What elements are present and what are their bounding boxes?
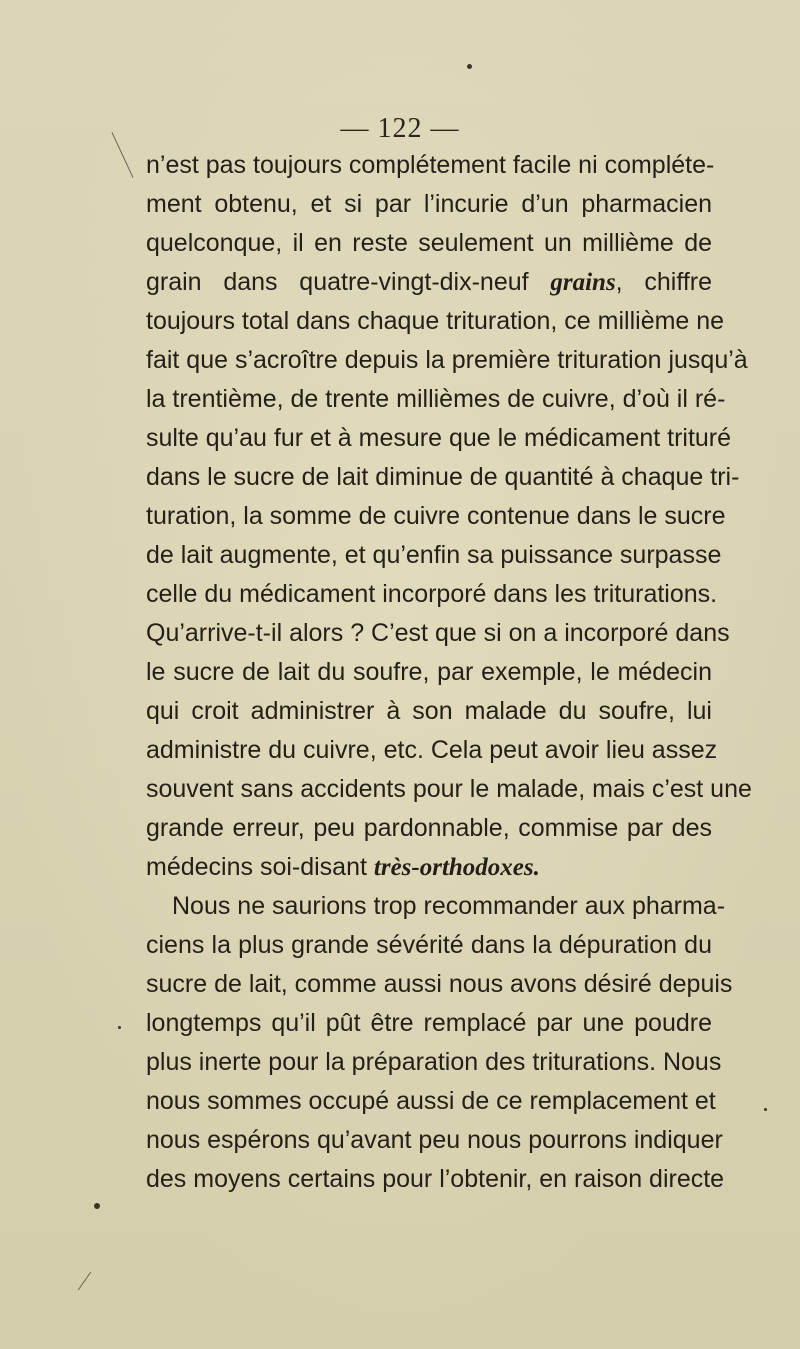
margin-mark <box>78 1272 91 1291</box>
text-line: le sucre de lait du soufre, par exemple, le médecin <box>146 658 712 686</box>
text-line: fait que s’acroître depuis la première trituration jusqu’à <box>146 346 748 374</box>
text-line: longtemps qu’il pût être remplacé par une poudre <box>146 1009 712 1037</box>
text-line: dans le sucre de lait diminue de quantité à chaque tri- <box>146 463 740 491</box>
text-line: ment obtenu, et si par l’incurie d’un pharmacien <box>146 190 712 218</box>
text-line: sulte qu’au fur et à mesure que le médicament trituré <box>146 424 732 452</box>
text-line: ciens la plus grande sévérité dans la dépuration du <box>146 931 712 959</box>
text-line: qui croit administrer à son malade du soufre, lui <box>146 697 712 725</box>
body-text <box>146 146 752 1199</box>
text-segment: grain dans quatre-vingt-dix-neuf <box>146 268 529 296</box>
text-line: des moyens certains pour l’obtenir, en raison directe <box>146 1165 725 1193</box>
text-line: n’est pas toujours complétement facile ni compléte- <box>146 151 715 179</box>
text-line: sucre de lait, comme aussi nous avons désiré depuis <box>146 970 733 998</box>
page-number: — 122 — <box>340 113 460 144</box>
text-line: quelconque, il en reste seulement un millième de <box>146 229 712 257</box>
text-line: de lait augmente, et qu’enfin sa puissance surpasse <box>146 541 722 569</box>
text-segment: , chiffre <box>615 268 712 296</box>
text-line: administre du cuivre, etc. Cela peut avoir lieu assez <box>146 736 718 764</box>
text-line-with-italic <box>146 848 712 887</box>
text-line: la trentième, de trente millièmes de cuivre, d’où il ré- <box>146 385 726 413</box>
ink-speck <box>764 1108 767 1111</box>
text-line: turation, la somme de cuivre contenue dans le sucre <box>146 502 726 530</box>
text-segment: médecins soi-disant <box>146 853 367 881</box>
text-line: celle du médicament incorporé dans les triturations. <box>146 580 718 608</box>
text-line: nous espérons qu’avant peu nous pourrons indiquer <box>146 1126 723 1154</box>
text-line: souvent sans accidents pour le malade, mais c’est une <box>146 775 752 803</box>
text-line-with-italic <box>146 263 712 302</box>
text-line: toujours total dans chaque trituration, ce millième ne <box>146 307 725 335</box>
ink-speck <box>467 64 472 69</box>
paragraph-first-line: Nous ne saurions trop recommander aux pharma- <box>172 892 726 920</box>
italic-word: très-orthodoxes. <box>373 854 540 881</box>
italic-word: grains <box>550 269 616 296</box>
text-line: plus inerte pour la préparation des triturations. Nous <box>146 1048 722 1076</box>
ink-speck <box>118 1026 121 1029</box>
text-line: Qu’arrive-t-il alors ? C’est que si on a incorporé dans <box>146 619 730 647</box>
text-line: grande erreur, peu pardonnable, commise par des <box>146 814 712 842</box>
text-line: nous sommes occupé aussi de ce remplacement et <box>146 1087 716 1115</box>
ink-speck <box>94 1203 100 1209</box>
